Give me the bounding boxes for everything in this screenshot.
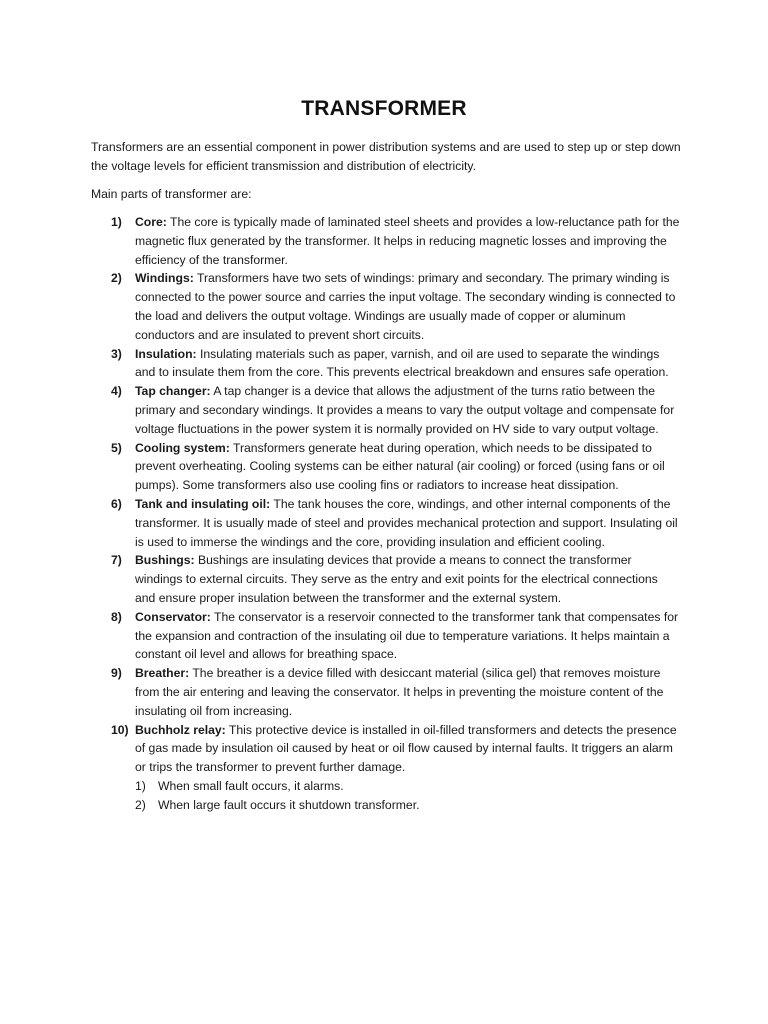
sub-list-item bbox=[135, 777, 681, 796]
sub-item-text: When small fault occurs, it alarms. bbox=[158, 778, 344, 793]
list-item bbox=[91, 345, 681, 383]
item-number: 4) bbox=[111, 384, 122, 399]
list-item bbox=[91, 608, 681, 664]
item-term: Cooling system: bbox=[135, 440, 230, 455]
intro-paragraph: Transformers are an essential component in power distribution systems and are used to step up or step down the voltage levels for efficient transmission and distribution of electricity. bbox=[91, 140, 681, 173]
list-item bbox=[91, 721, 681, 815]
item-term: Insulation: bbox=[135, 346, 197, 361]
sub-item-number: 1) bbox=[135, 778, 146, 793]
item-term: Tap changer: bbox=[135, 384, 211, 399]
list-item bbox=[91, 213, 681, 269]
parts-lead-text: Main parts of transformer are: bbox=[91, 187, 252, 201]
item-number: 8) bbox=[111, 609, 122, 624]
list-item bbox=[91, 382, 681, 438]
item-number: 9) bbox=[111, 666, 122, 681]
sub-item-number: 2) bbox=[135, 797, 146, 812]
list-item bbox=[91, 551, 681, 607]
item-number: 1) bbox=[111, 215, 122, 229]
document-title: TRANSFORMER bbox=[301, 97, 467, 120]
list-item bbox=[91, 269, 681, 344]
item-text: The conservator is a reservoir connected to the transformer tank that compensates for the expansion and contraction of the insulating oil due to temperature variations. It helps maintain a constant oil level and allows for breathing space. bbox=[135, 609, 679, 662]
item-number: 7) bbox=[111, 553, 122, 568]
item-number: 6) bbox=[111, 496, 122, 511]
item-term: Bushings: bbox=[135, 553, 195, 568]
item-text: Transformers generate heat during operation, which needs to be dissipated to prevent overheating. Cooling systems can be either natural (air cooling) or forced (using fans or oil pumps). Some transformers also use cooling fins or radiators to increase heat dissipation. bbox=[135, 440, 665, 493]
list-item bbox=[91, 664, 681, 720]
item-text: A tap changer is a device that allows the adjustment of the turns ratio between the primary and secondary windings. It provides a means to vary the output voltage and compensate for voltage fluctuations in the power system it is normally provided on HV side to vary output voltage. bbox=[135, 384, 675, 436]
sub-item-text: When large fault occurs it shutdown transformer. bbox=[158, 797, 420, 812]
item-text: The tank houses the core, windings, and other internal components of the transformer. It is usually made of steel and provides mechanical protection and support. Insulating oil is used to immerse the windings and the core, providing insulation and efficient cooling. bbox=[135, 496, 678, 549]
item-text: Bushings are insulating devices that provide a means to connect the transformer windings to external circuits. They serve as the entry and exit points for the electrical connections and ensure proper insulation between the transformer and the external system. bbox=[135, 553, 658, 605]
list-item bbox=[91, 439, 681, 495]
item-number: 10) bbox=[111, 722, 129, 737]
relay-actions-list bbox=[135, 777, 681, 815]
item-term: Buchholz relay: bbox=[135, 722, 226, 737]
item-text: This protective device is installed in oil-filled transformers and detects the presence of gas made by insulation oil caused by heat or oil flow caused by internal faults. It triggers an alarm or trips the transformer to prevent further damage. bbox=[135, 722, 677, 775]
list-item bbox=[91, 495, 681, 551]
item-number: 2) bbox=[111, 271, 122, 286]
item-number: 3) bbox=[111, 346, 122, 361]
item-term: Breather: bbox=[135, 666, 190, 681]
item-text: Insulating materials such as paper, varnish, and oil are used to separate the windings and to insulate them from the core. This prevents electrical breakdown and ensures safe operation. bbox=[135, 346, 669, 380]
item-number: 5) bbox=[111, 440, 122, 455]
sub-list-item bbox=[135, 796, 681, 815]
item-term: Tank and insulating oil: bbox=[135, 496, 271, 511]
item-text: Transformers have two sets of windings: primary and secondary. The primary winding is connected to the power source and carries the input voltage. The secondary winding is connected to the load and delivers the output voltage. Windings are usually made of copper or aluminum conductors and are insulated to prevent short circuits. bbox=[135, 271, 676, 342]
item-term: Windings: bbox=[135, 271, 194, 286]
item-text: The core is typically made of laminated steel sheets and provides a low-reluctance path for the magnetic flux generated by the transformer. It helps in reducing magnetic losses and improving the efficiency of the transformer. bbox=[135, 215, 680, 267]
parts-list bbox=[91, 213, 681, 815]
item-term: Conservator: bbox=[135, 609, 211, 624]
item-term: Core: bbox=[135, 215, 167, 229]
item-text: The breather is a device filled with desiccant material (silica gel) that removes moisture from the air entering and leaving the conservator. It helps in preventing the moisture content of the insulating oil from increasing. bbox=[135, 666, 664, 718]
